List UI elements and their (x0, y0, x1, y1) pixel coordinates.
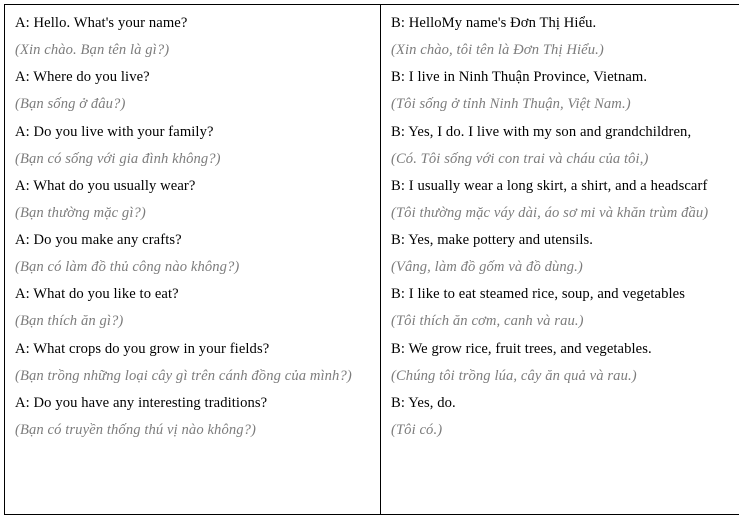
dialogue-line: A: Do you live with your family? (15, 123, 214, 140)
dialogue-line: B: I live in Ninh Thuận Province, Vietnam. (391, 69, 648, 86)
dialogue-line: B: I usually wear a long skirt, a shirt, and a headscarf (391, 177, 708, 194)
dialogue-line-translation: (Bạn có sống với gia đình không?) (15, 150, 221, 167)
dialogue-line: B: I like to eat steamed rice, soup, and vegetables (391, 286, 686, 303)
dialogue-line-translation: (Xin chào, tôi tên là Đơn Thị Hiểu.) (391, 42, 604, 59)
dialogue-line: B: Yes, I do. I live with my son and grandchildren, (391, 123, 692, 140)
dialogue-line: A: What crops do you grow in your fields? (15, 340, 270, 357)
dialogue-line-translation: (Tôi có.) (391, 421, 443, 438)
dialogue-line-translation: (Bạn có truyền thống thú vị nào không?) (15, 421, 256, 438)
dialogue-line: A: Do you have any interesting traditions? (15, 394, 268, 411)
dialogue-line-translation: (Có. Tôi sống với con trai và cháu của tôi,) (391, 150, 649, 167)
dialogue-line-translation: (Bạn có làm đồ thủ công nào không?) (15, 259, 240, 276)
dialogue-line-translation: (Bạn sống ở đâu?) (15, 96, 126, 113)
dialogue-line: B: We grow rice, fruit trees, and vegetables. (391, 340, 652, 357)
dialogue-line: A: Do you make any crafts? (15, 232, 182, 248)
dialogue-line: A: Where do you live? (15, 69, 150, 86)
dialogue-line-translation: (Xin chào. Bạn tên là gì?) (15, 42, 170, 59)
column-speaker-b (381, 5, 739, 515)
dialogue-line-translation: (Chúng tôi trồng lúa, cây ăn quả và rau.) (391, 367, 637, 384)
dialogue-line-translation: (Vâng, làm đồ gốm và đồ dùng.) (391, 259, 583, 276)
dialogue-line: A: What do you usually wear? (15, 177, 196, 194)
dialogue-line-translation: (Bạn thường mặc gì?) (15, 204, 146, 221)
dialogue-line-translation: (Tôi sống ở tỉnh Ninh Thuận, Việt Nam.) (391, 96, 631, 113)
dialogue-line: A: Hello. What's your name? (15, 15, 188, 31)
dialogue-line-translation: (Tôi thích ăn cơm, canh và rau.) (391, 313, 584, 330)
dialogue-table (4, 4, 739, 515)
dialogue-line-translation: (Bạn trồng những loại cây gì trên cánh đồng của mình?) (15, 367, 352, 384)
dialogue-line-translation: (Bạn thích ăn gì?) (15, 313, 124, 330)
column-speaker-a (5, 5, 381, 515)
dialogue-line: B: HelloMy name's Đơn Thị Hiểu. (391, 15, 597, 31)
dialogue-line: A: What do you like to eat? (15, 286, 179, 303)
table-row (5, 5, 739, 515)
dialogue-line-translation: (Tôi thường mặc váy dài, áo sơ mi và khăn trùm đầu) (391, 204, 709, 221)
dialogue-line: B: Yes, make pottery and utensils. (391, 232, 594, 248)
dialogue-line: B: Yes, do. (391, 394, 456, 411)
